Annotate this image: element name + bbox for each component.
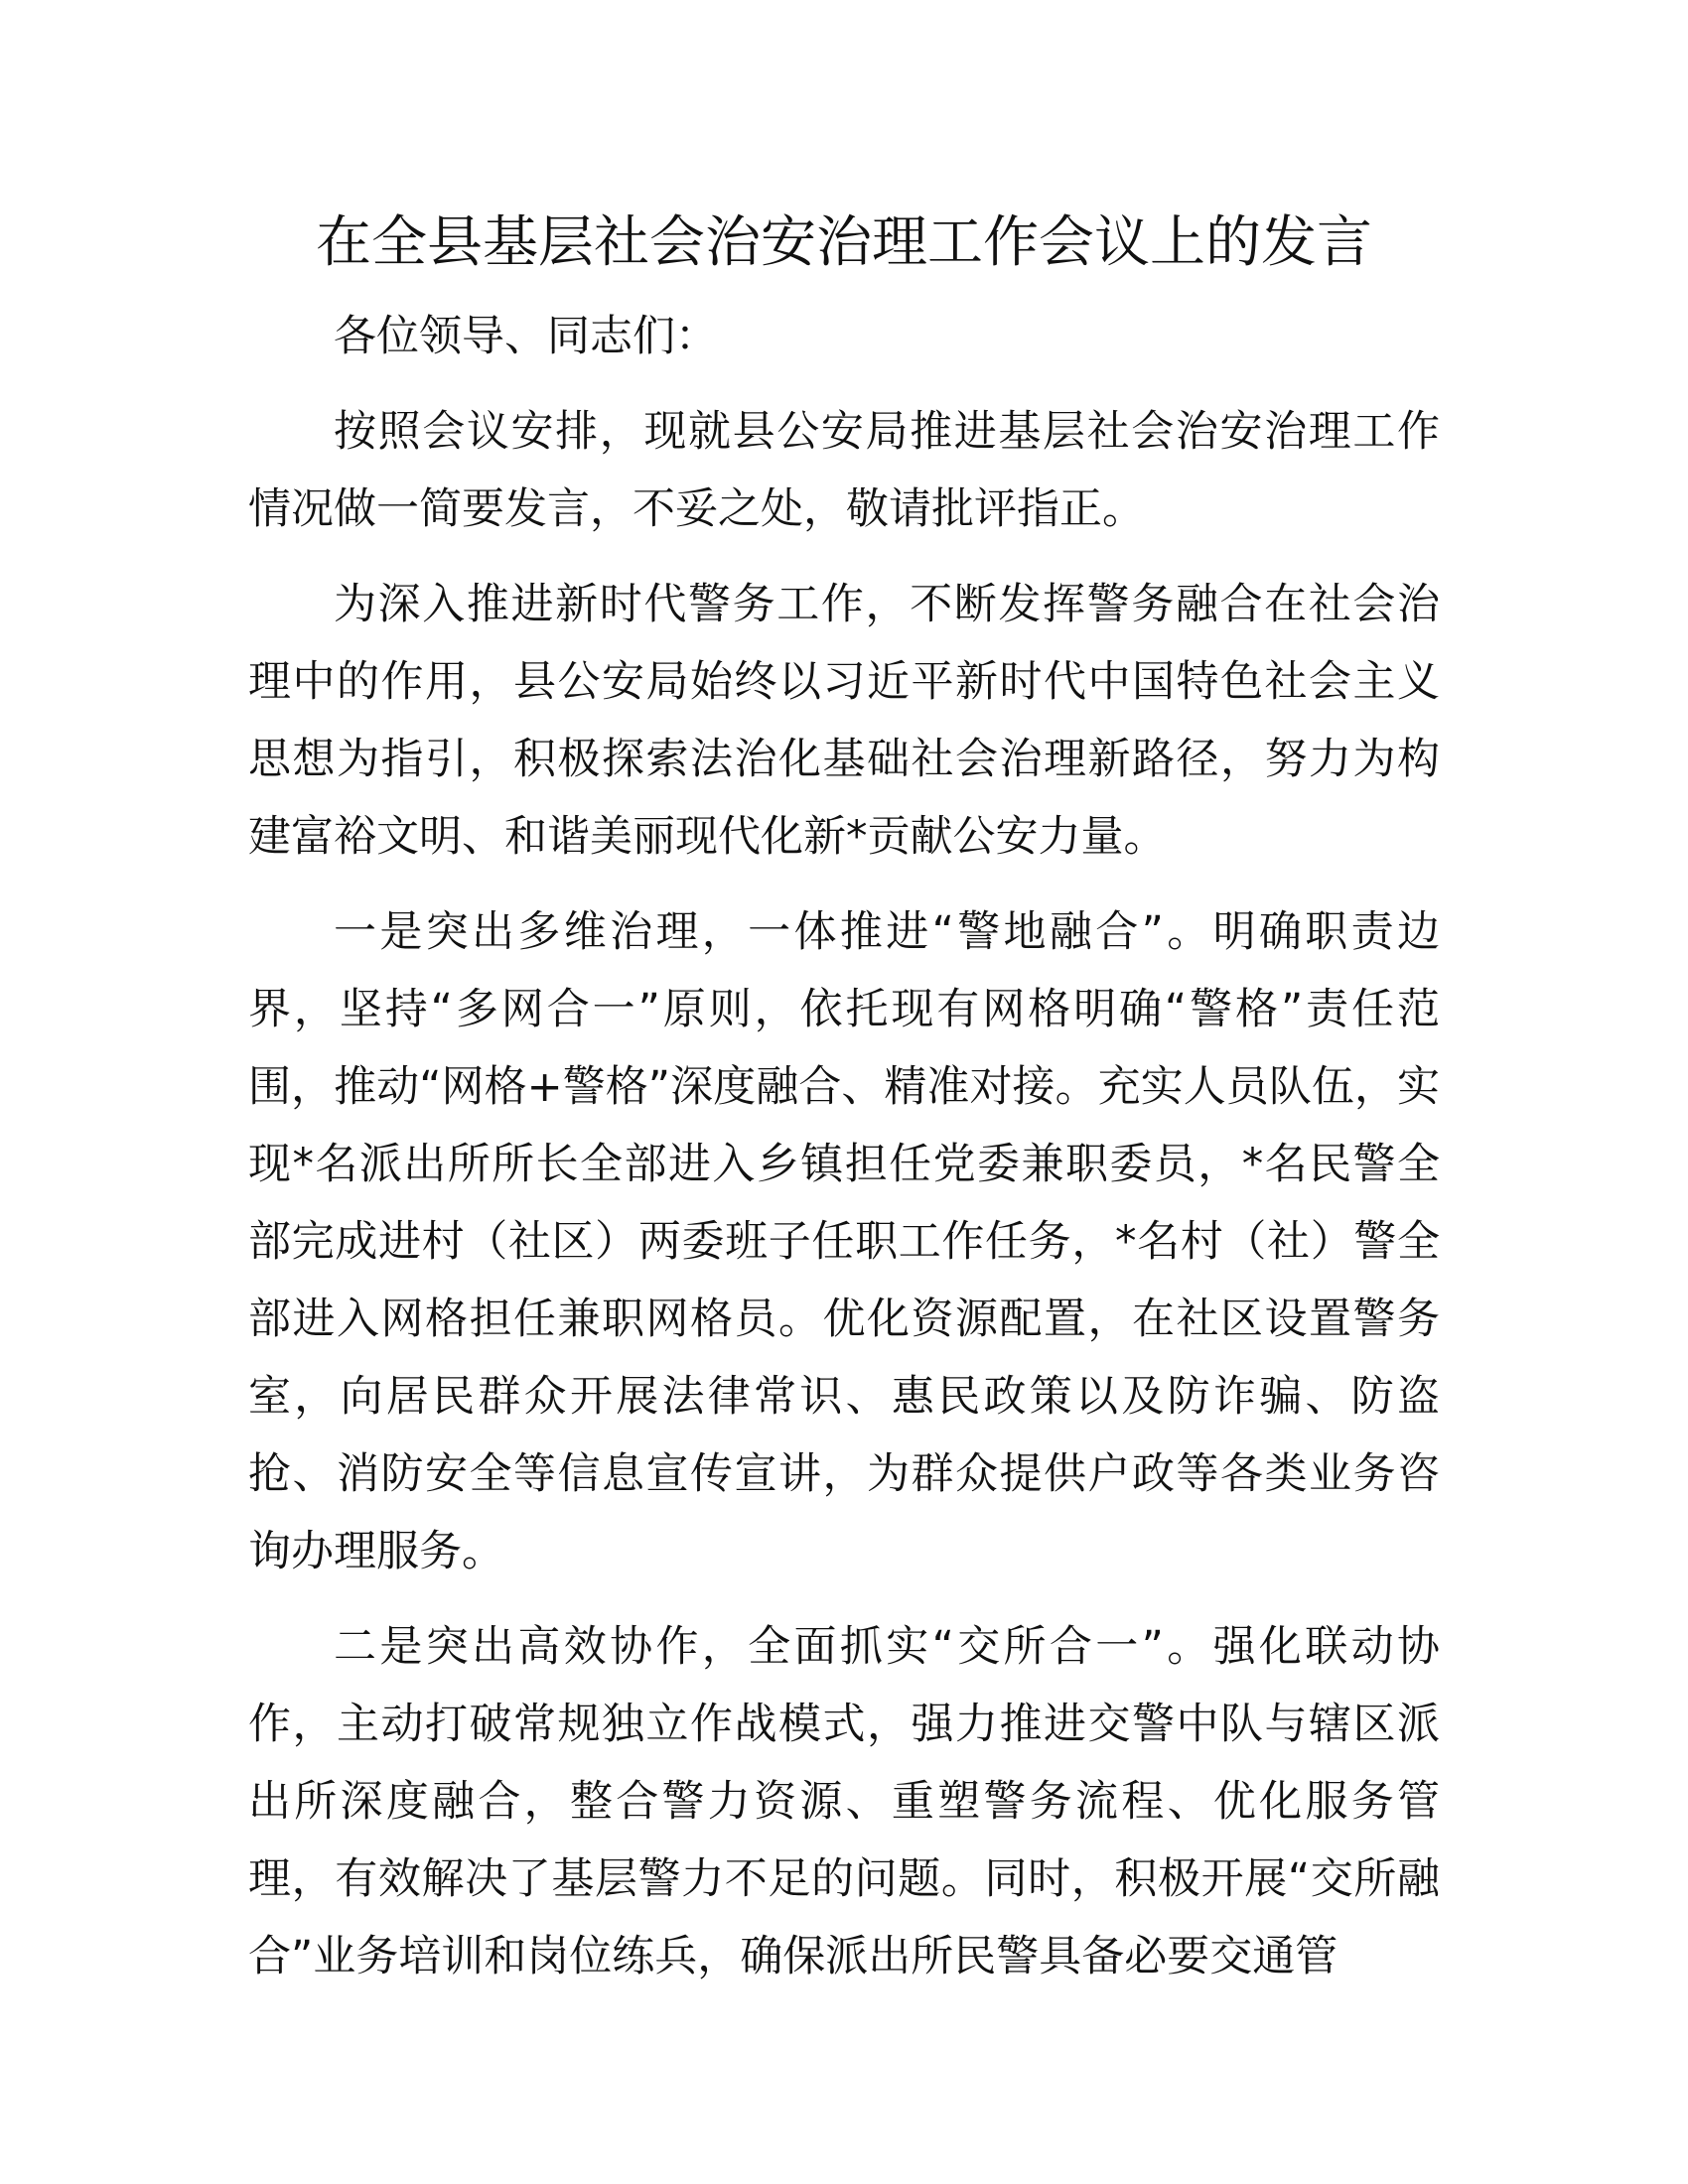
document-body (248, 298, 1440, 2013)
salutation: 各位领导、同志们： (334, 312, 718, 361)
document-title: 在全县基层社会治安治理工作会议上的发言 (316, 210, 1372, 275)
paragraph-point-two: 二是突出高效协作，全面抓实“交所合一”。强化联动协作，主动打破常规独立作战模式，强力推进交警中队与辖区派出所深度融合，整合警力资源、重塑警务流程、优化服务管理，有效解决了基层警力不足的问题。同时，积极开展“交所融合”业务培训和岗位练兵，确保派出所民警具备必要交通管 (248, 1622, 1440, 1981)
paragraph-overview: 为深入推进新时代警务工作，不断发挥警务融合在社会治理中的作用，县公安局始终以习近平新时代中国特色社会主义思想为指引，积极探索法治化基础社会治理新路径，努力为构建富裕文明、和谐美丽现代化新*贡献公安力量。 (248, 580, 1440, 862)
paragraph-point-one: 一是突出多维治理，一体推进“警地融合”。明确职责边界，坚持“多网合一”原则，依托现有网格明确“警格”责任范围，推动“网格+警格”深度融合、精准对接。充实人员队伍，实现*名派出所所长全部进入乡镇担任党委兼职委员，*名民警全部完成进村（社区）两委班子任职工作任务，*名村（社）警全部进入网格担任兼职网格员。优化资源配置，在社区设置警务室，向居民群众开展法律常识、惠民政策以及防诈骗、防盗抢、消防安全等信息宣传宣讲，为群众提供户政等各类业务咨询办理服务。 (248, 907, 1440, 1576)
paragraph-intro: 按照会议安排，现就县公安局推进基层社会治安治理工作情况做一简要发言，不妥之处，敬请批评指正。 (248, 407, 1440, 534)
